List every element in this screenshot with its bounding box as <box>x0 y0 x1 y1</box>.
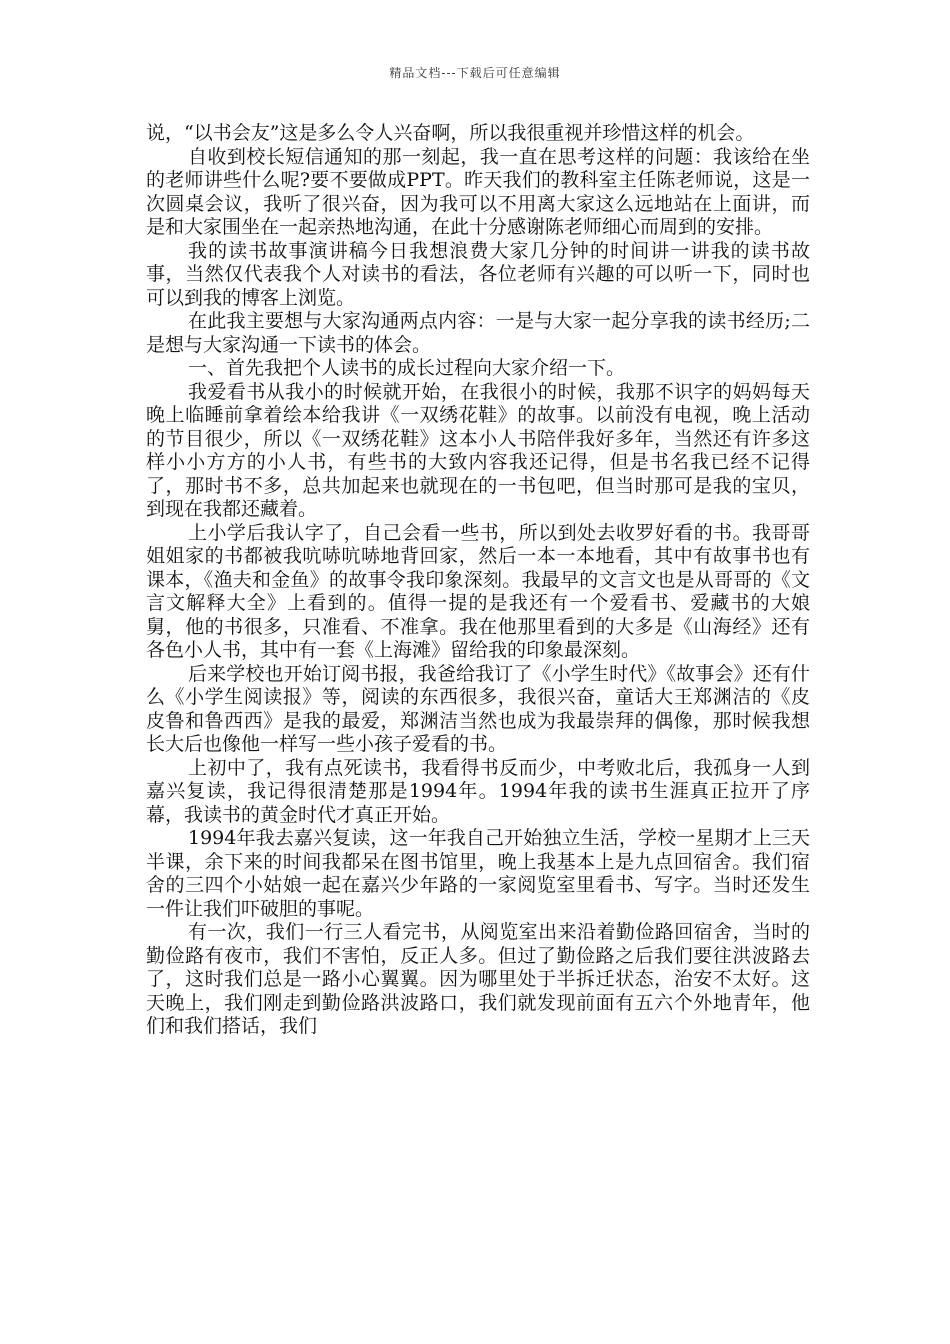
paragraph: 上小学后我认字了，自己会看一些书，所以到处去收罗好看的书。我哥哥姐姐家的书都被我吭哧吭哧地背回家，然后一本一本地看，其中有故事书也有课本，《渔夫和金鱼》的故事令我印象深刻。我最早的文言文也是从哥哥的《文言文解释大全》上看到的。值得一提的是我还有一个爱看书、爱藏书的大娘舅，他的书很多，只准看、不准拿。我在他那里看到的大多是《山海经》还有各色小人书，其中有一套《上海滩》留给我的印象最深刻。 <box>146 521 810 661</box>
page-header: 精品文档---下载后可任意编辑 <box>389 66 561 80</box>
paragraph: 在此我主要想与大家沟通两点内容：一是与大家一起分享我的读书经历;二是想与大家沟通一下读书的体会。 <box>146 310 810 356</box>
paragraph: 我爱看书从我小的时候就开始，在我很小的时候，我那不识字的妈妈每天晚上临睡前拿着绘本给我讲《一双绣花鞋》的故事。以前没有电视，晚上活动的节目很少，所以《一双绣花鞋》这本小人书陪伴我好多年，当然还有许多这样小小方方的小人书，有些书的大致内容我还记得，但是书名我已经不记得了，那时书不多，总共加起来也就现在的一书包吧，但当时那可是我的宝贝，到现在我都还藏着。 <box>146 380 810 520</box>
paragraph: 后来学校也开始订阅书报，我爸给我订了《小学生时代》《故事会》还有什么《小学生阅读报》等，阅读的东西很多，我很兴奋，童话大王郑渊洁的《皮皮鲁和鲁西西》是我的最爱，郑渊洁当然也成为我最崇拜的偶像，那时候我想长大后也像他一样写一些小孩子爱看的书。 <box>146 662 810 755</box>
paragraph: 有一次，我们一行三人看完书，从阅览室出来沿着勤俭路回宿舍，当时的勤俭路有夜市，我们不害怕，反正人多。但过了勤俭路之后我们要往洪波路去了，这时我们总是一路小心翼翼。因为哪里处于半拆迁状态，治安不太好。这天晚上，我们刚走到勤俭路洪波路口，我们就发现前面有五六个外地青年，他们和我们搭话，我们 <box>146 921 810 1037</box>
paragraph: 我的读书故事演讲稿今日我想浪费大家几分钟的时间讲一讲我的读书故事，当然仅代表我个人对读书的看法，各位老师有兴趣的可以听一下，同时也可以到我的博客上浏览。 <box>146 239 810 309</box>
paragraph: 自收到校长短信通知的那一刻起，我一直在思考这样的问题：我该给在坐的老师讲些什么呢?要不要做成PPT。昨天我们的教科室主任陈老师说，这是一次圆桌会议，我听了很兴奋，因为我可以不用离大家这么远地站在上面讲，而是和大家围坐在一起亲热地沟通，在此十分感谢陈老师细心而周到的安排。 <box>146 145 810 238</box>
document-body <box>146 122 810 1039</box>
paragraph: 上初中了，我有点死读书，我看得书反而少，中考败北后，我孤身一人到嘉兴复读，我记得很清楚那是1994年。1994年我的读书生涯真正拉开了序幕，我读书的黄金时代才真正开始。 <box>146 756 810 826</box>
section-heading: 一、首先我把个人读书的成长过程向大家介绍一下。 <box>188 357 626 379</box>
paragraph: 1994年我去嘉兴复读，这一年我自己开始独立生活，学校一星期才上三天半课，余下来的时间我都呆在图书馆里，晚上我基本上是九点回宿舍。我们宿舍的三四个小姑娘一起在嘉兴少年路的一家阅览室里看书、写字。当时还发生一件让我们吓破胆的事呢。 <box>146 827 810 920</box>
paragraph: 说，“以书会友”这是多么令人兴奋啊，所以我很重视并珍惜这样的机会。 <box>146 122 755 144</box>
